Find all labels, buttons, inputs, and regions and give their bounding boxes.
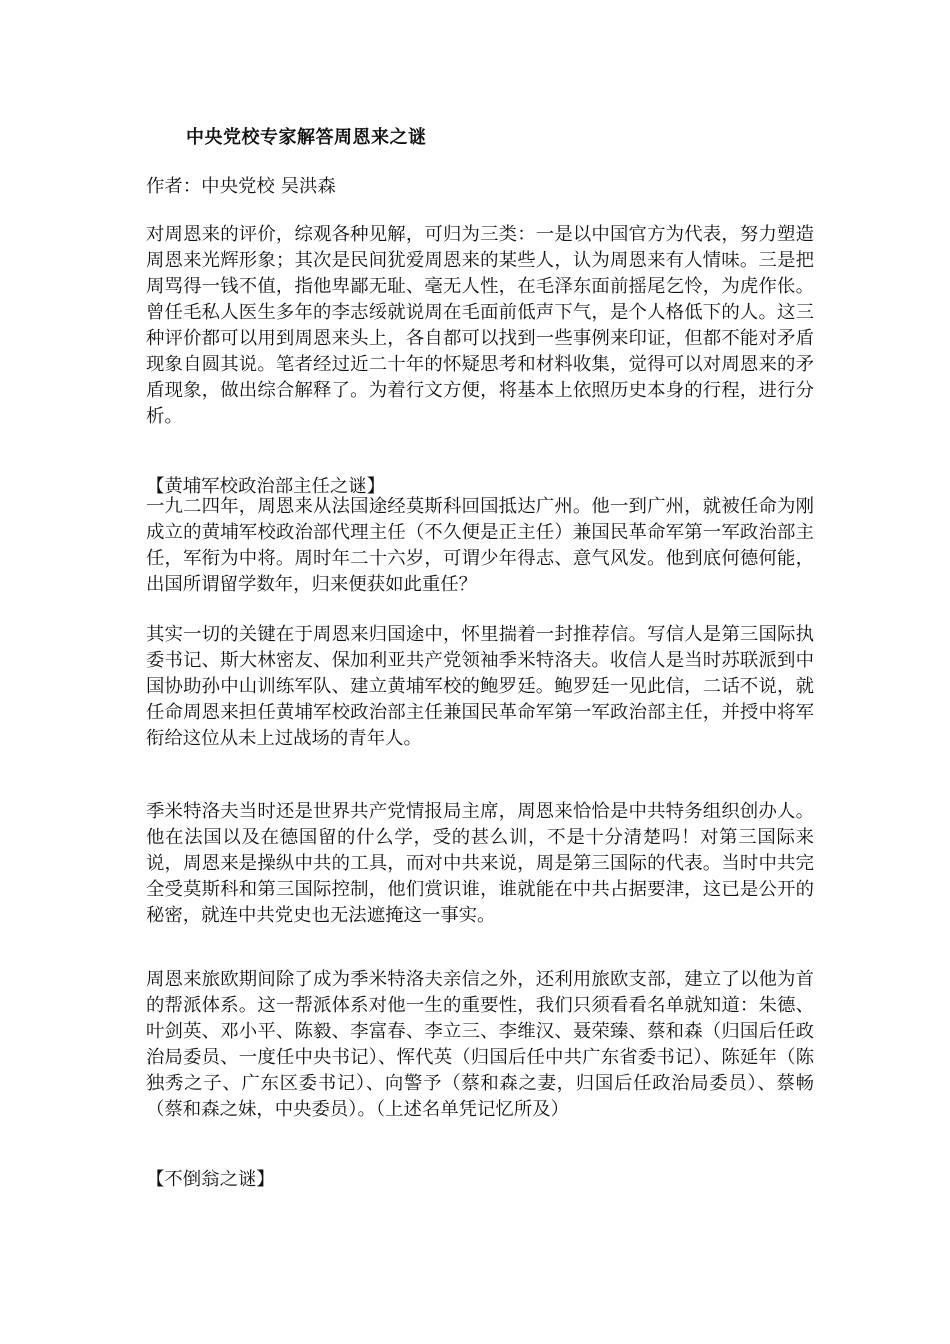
document-title: 中央党校专家解答周恩来之谜	[186, 127, 427, 148]
section-heading-huangpu: 【黄埔军校政治部主任之谜】	[146, 476, 386, 497]
paragraph-huangpu-3: 季米特洛夫当时还是世界共产党情报局主席，周恩来恰恰是中共特务组织创办人。他在法国以及在德国留的什么学，受的甚么训，不是十分清楚吗！对第三国际来说，周恩来是操纵中共的工具，而对中共来说，周是第三国际的代表。当时中共完全受莫斯科和第三国际控制，他们赏识谁，谁就能在中共占据要津，这已是公开的秘密，就连中共党史也无法遮掩这一事实。	[146, 801, 814, 926]
author-line: 作者：中央党校 吴洪森	[146, 176, 336, 197]
paragraph-huangpu-4: 周恩来旅欧期间除了成为季米特洛夫亲信之外，还利用旅欧支部，建立了以他为首的帮派体系。这一帮派体系对他一生的重要性，我们只须看看名单就知道：朱德、叶剑英、邓小平、陈毅、李富春、李立三、李维汉、聂荣臻、蔡和森（归国后任政治局委员、一度任中央书记）、恽代英（归国后任中共广东省委书记）、陈延年（陈独秀之子、广东区委书记）、向警予（蔡和森之妻，归国后任政治局委员）、蔡畅（蔡和森之妹，中央委员）。（上述名单凭记忆所及）	[146, 969, 814, 1120]
paragraph-huangpu-1: 一九二四年，周恩来从法国途经莫斯科回国抵达广州。他一到广州，就被任命为刚成立的黄埔军校政治部代理主任（不久便是正主任）兼国民革命军第一军政治部主任，军衔为中将。周时年二十六岁，可谓少年得志、意气风发。他到底何德何能，出国所谓留学数年，归来便获如此重任？	[146, 496, 814, 595]
paragraph-huangpu-2: 其实一切的关键在于周恩来归国途中，怀里揣着一封推荐信。写信人是第三国际执委书记、斯大林密友、保加利亚共产党领袖季米特洛夫。收信人是当时苏联派到中国协助孙中山训练军队、建立黄埔军校的鲍罗廷。鲍罗廷一见此信，二话不说，就任命周恩来担任黄埔军校政治部主任兼国民革命军第一军政治部主任，并授中将军衔给这位从未上过战场的青年人。	[146, 624, 814, 749]
paragraph-intro: 对周恩来的评价，综观各种见解，可归为三类：一是以中国官方为代表，努力塑造周恩来光辉形象；其次是民间犹爱周恩来的某些人，认为周恩来有人情味。三是把周骂得一钱不值，指他卑鄙无耻、毫无人性，在毛泽东面前摇尾乞怜，为虎作伥。曾任毛私人医生多年的李志绥就说周在毛面前低声下气，是个人格低下的人。这三种评价都可以用到周恩来头上，各自都可以找到一些事例来印证，但都不能对矛盾现象自圆其说。笔者经过近二十年的怀疑思考和材料收集，觉得可以对周恩来的矛盾现象，做出综合解释了。为着行文方便，将基本上依照历史本身的行程，进行分析。	[146, 224, 814, 427]
section-heading-budaoweng: 【不倒翁之谜】	[146, 1169, 275, 1190]
